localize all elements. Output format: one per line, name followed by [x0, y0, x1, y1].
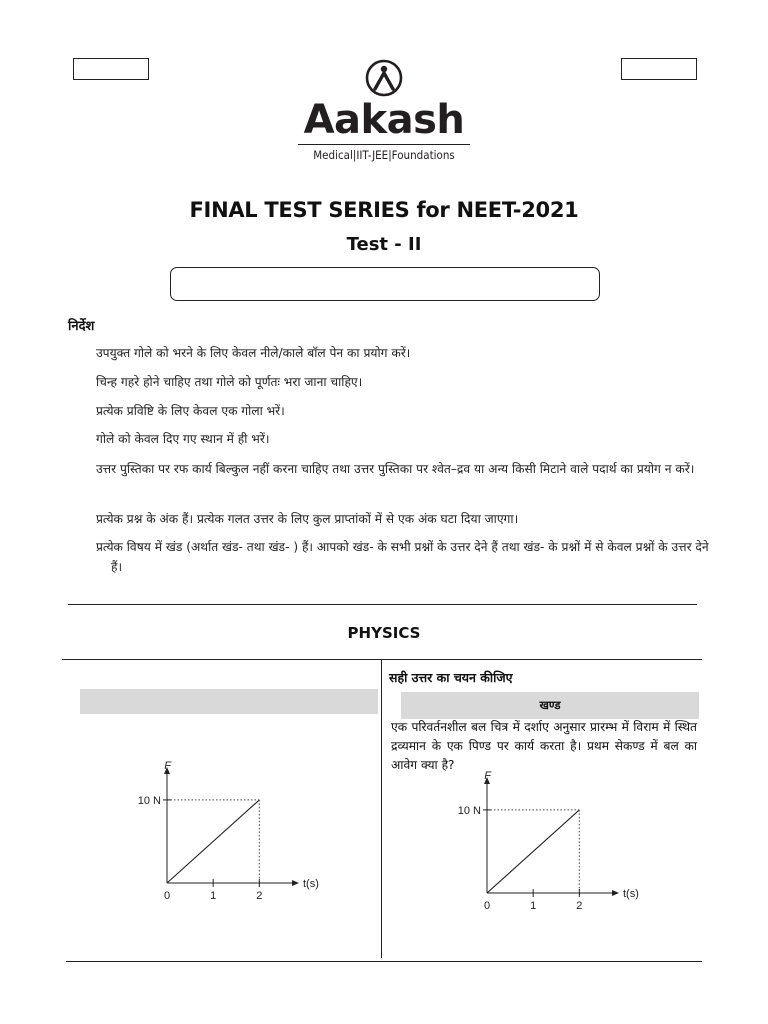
question-instruction: सही उत्तर का चयन कीजिए: [389, 670, 513, 685]
logo-rule: [298, 144, 470, 145]
aakash-emblem-icon: [364, 58, 404, 98]
y-tick-label: 10 N: [457, 804, 481, 817]
brand-name: Aakash: [303, 97, 465, 143]
instruction-item: गोले को केवल दिए गए स्थान में ही भरें।: [96, 432, 270, 446]
brand-tagline: Medical|IIT-JEE|Foundations: [313, 148, 455, 162]
force-line: [487, 810, 579, 893]
instruction-item: चिन्ह गहरे होने चाहिए तथा गोले को पूर्णतः भरा जाना चाहिए।: [96, 375, 363, 389]
instruction-item: प्रत्येक प्रविष्टि के लिए केवल एक गोला भरें।: [96, 404, 285, 418]
x-axis-title: t(s): [303, 878, 319, 890]
instruction-item: उत्तर पुस्तिका पर रफ कार्य बिल्कुल नहीं करना चाहिए तथा उत्तर पुस्तिका पर श्वेत–द्रव या अन्य किसी मिटाने वाले पदार्थ का प्रयोग न करें।: [96, 462, 695, 476]
x-tick-label: 2: [256, 890, 263, 902]
x-tick-label: 2: [576, 900, 583, 912]
candidate-info-box: [170, 267, 600, 301]
column-divider: [381, 659, 382, 958]
y-tick-label: 10 N: [137, 794, 161, 807]
x-axis-arrow-icon: [292, 880, 299, 886]
x-axis-title: t(s): [623, 888, 639, 900]
instruction-item: प्रत्येक प्रश्न के अंक हैं। प्रत्येक गलत उत्तर के लिए कुल प्राप्तांकों में से एक अंक घटा दिया जाएगा।: [96, 512, 519, 526]
test-title: Test - II: [346, 234, 422, 255]
x-tick-label: 0: [163, 890, 171, 902]
left-section-bar: [80, 689, 378, 714]
divider: [68, 604, 697, 605]
x-axis-arrow-icon: [612, 890, 619, 896]
instruction-item: प्रत्येक विषय में खंड (अर्थात खंड- तथा खंड- ) हैं। आपको खंड- के सभी प्रश्नों के उत्तर देने हैं तथा खंड- के प्रश्नों में से केवल प्रश्नों के उत्तर देने हैं।: [96, 540, 709, 574]
instructions-heading: निर्देश: [68, 319, 95, 334]
force-time-graph-right: [455, 770, 639, 915]
x-tick-label: 1: [210, 890, 217, 902]
x-tick-label: 1: [530, 900, 537, 912]
divider: [66, 961, 702, 962]
aakash-logo: [296, 58, 472, 164]
y-axis-title: F: [484, 770, 491, 782]
divider: [62, 659, 702, 660]
force-line: [167, 800, 259, 883]
series-title: FINAL TEST SERIES for NEET-2021: [189, 198, 579, 222]
x-tick-label: 0: [483, 900, 491, 912]
force-time-graph-left: [135, 760, 319, 905]
y-axis-title: F: [164, 760, 171, 772]
section-label: खण्ड: [539, 698, 561, 712]
subject-heading: PHYSICS: [347, 624, 421, 642]
instruction-item: उपयुक्त गोले को भरने के लिए केवल नीले/काले बॉल पेन का प्रयोग करें।: [96, 346, 411, 360]
question-text: एक परिवर्तनशील बल चित्र में दर्शाए अनुसार प्रारम्भ में विराम में स्थित द्रव्यमान के एक पिण्ड पर कार्य करता है। प्रथम सेकण्ड में बल का आवेग क्या है?: [391, 720, 697, 772]
roll-code-box-left: [73, 58, 149, 80]
roll-code-box-right: [621, 58, 697, 80]
